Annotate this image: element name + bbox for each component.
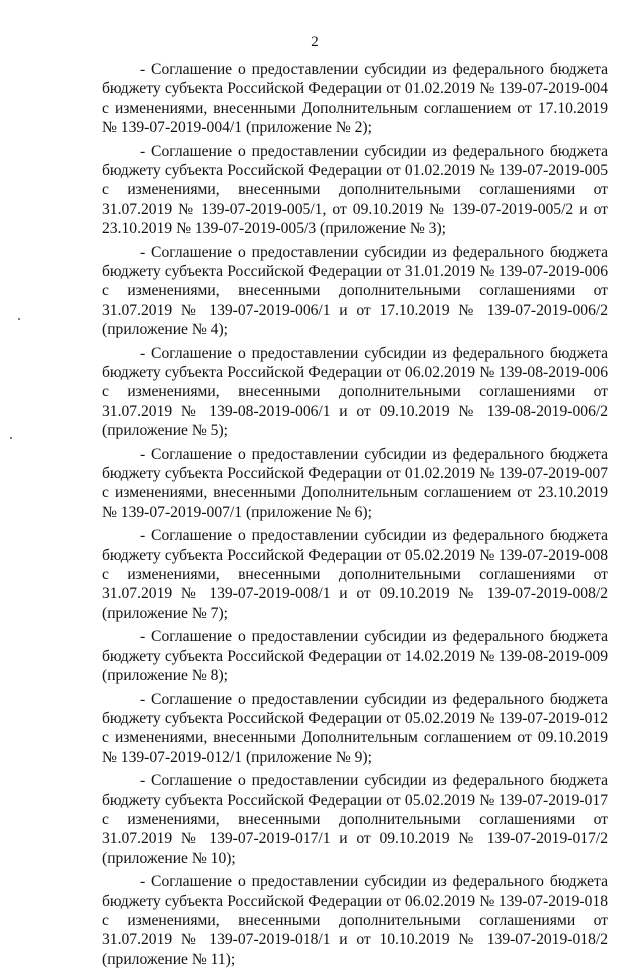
- agreement-paragraph-5: - Соглашение о предоставлении субсидии из федерального бюджета бюджету субъекта Российской Федерации от 01.02.2019 № 139-07-2019-007 с изменениями, внесенными Дополнительным соглашением от 23.10.2019 № 139-07-2019-007/1 (приложение № 6);: [102, 445, 608, 521]
- scan-speck: [10, 437, 12, 439]
- agreement-paragraph-7: - Соглашение о предоставлении субсидии из федерального бюджета бюджету субъекта Российской Федерации от 14.02.2019 № 139-08-2019-009 (приложение № 8);: [102, 628, 608, 684]
- agreement-paragraph-9: - Соглашение о предоставлении субсидии из федерального бюджета бюджету субъекта Российской Федерации от 05.02.2019 № 139-07-2019-017 с изменениями, внесенными дополнительными соглашениями от 31.07.2019 № 139-07-2019-017/1 и от 09.10.2019 № 139-07-2019-017/2 (приложение № 10);: [102, 772, 608, 867]
- agreement-paragraph-2: - Соглашение о предоставлении субсидии из федерального бюджета бюджету субъекта Российской Федерации от 01.02.2019 № 139-07-2019-005 с изменениями, внесенными дополнительными соглашениями от 31.07.2019 № 139-07-2019-005/1, от 09.10.2019 № 139-07-2019-005/2 и от 23.10.2019 № 139-07-2019-005/3 (приложение № 3);: [102, 142, 608, 237]
- scan-speck: [18, 318, 20, 320]
- agreement-paragraph-4: - Соглашение о предоставлении субсидии из федерального бюджета бюджету субъекта Российской Федерации от 06.02.2019 № 139-08-2019-006 с изменениями, внесенными дополнительными соглашениями от 31.07.2019 № 139-08-2019-006/1 и от 09.10.2019 № 139-08-2019-006/2 (приложение № 5);: [102, 344, 608, 439]
- agreement-paragraph-1: - Соглашение о предоставлении субсидии из федерального бюджета бюджету субъекта Российской Федерации от 01.02.2019 № 139-07-2019-004 с изменениями, внесенными Дополнительным соглашением от 17.10.2019 № 139-07-2019-004/1 (приложение № 2);: [102, 61, 608, 136]
- agreement-paragraph-3: - Соглашение о предоставлении субсидии из федерального бюджета бюджету субъекта Российской Федерации от 31.01.2019 № 139-07-2019-006 с изменениями, внесенными дополнительными соглашениями от 31.07.2019 № 139-07-2019-006/1 и от 17.10.2019 № 139-07-2019-006/2 (приложение № 4);: [102, 243, 608, 338]
- agreement-paragraph-10: - Соглашение о предоставлении субсидии из федерального бюджета бюджету субъекта Российской Федерации от 06.02.2019 № 139-07-2019-018 с изменениями, внесенными дополнительными соглашениями от 31.07.2019 № 139-07-2019-018/1 и от 10.10.2019 № 139-07-2019-018/2 (приложение № 11);: [102, 873, 608, 968]
- agreement-paragraph-6: - Соглашение о предоставлении субсидии из федерального бюджета бюджету субъекта Российской Федерации от 05.02.2019 № 139-07-2019-008 с изменениями, внесенными дополнительными соглашениями от 31.07.2019 № 139-07-2019-008/1 и от 09.10.2019 № 139-07-2019-008/2 (приложение № 7);: [102, 527, 608, 622]
- page-number: 2: [311, 34, 319, 50]
- agreements-list: [102, 60, 608, 973]
- agreement-paragraph-8: - Соглашение о предоставлении субсидии из федерального бюджета бюджету субъекта Российской Федерации от 05.02.2019 № 139-07-2019-012 с изменениями, внесенными Дополнительным соглашением от 09.10.2019 № 139-07-2019-012/1 (приложение № 9);: [102, 690, 608, 766]
